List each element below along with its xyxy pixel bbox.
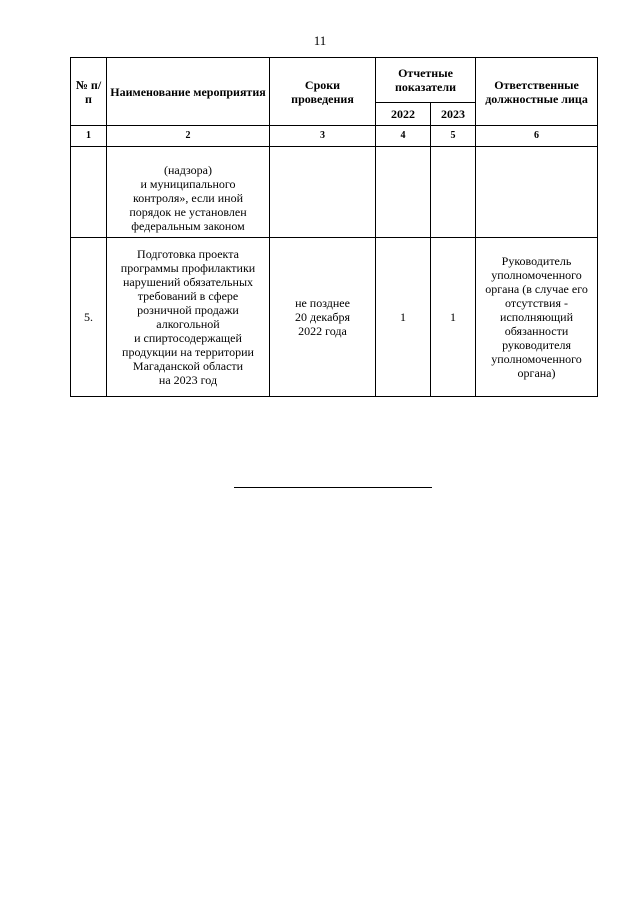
table-row (71, 147, 598, 238)
header-year-2023: 2023 (431, 103, 476, 126)
table-row (71, 238, 598, 397)
page-number: 11 (313, 33, 327, 48)
header-term: Сроки проведения (270, 58, 376, 126)
row-num: 5. (71, 238, 107, 397)
row-value-2022 (376, 147, 431, 238)
column-number: 5 (431, 126, 476, 147)
row-name: Подготовка проекта программы профилактики нарушений обязательных требований в сфере розничной продажи алкогольной и спиртосодержащей продукции на территории Магаданской области на 2023 год (107, 238, 270, 397)
separator-line (234, 487, 432, 488)
header-row (71, 58, 598, 103)
events-table (70, 57, 598, 397)
row-term (270, 147, 376, 238)
row-name: (надзора) и муниципального контроля», если иной порядок не установлен федеральным законом (107, 147, 270, 238)
column-number-row (71, 126, 598, 147)
column-number: 4 (376, 126, 431, 147)
row-value-2023: 1 (431, 238, 476, 397)
column-number: 2 (107, 126, 270, 147)
header-year-2022: 2022 (376, 103, 431, 126)
row-responsible (476, 147, 598, 238)
header-name: Наименование мероприятия (107, 58, 270, 126)
column-number: 3 (270, 126, 376, 147)
row-responsible: Руководитель уполномоченного органа (в случае его отсутствия - исполняющий обязанности руководителя уполномоченного органа) (476, 238, 598, 397)
header-num: № п/п (71, 58, 107, 126)
row-term: не позднее 20 декабря 2022 года (270, 238, 376, 397)
column-number: 6 (476, 126, 598, 147)
row-value-2023 (431, 147, 476, 238)
row-value-2022: 1 (376, 238, 431, 397)
header-responsible: Ответственные должностные лица (476, 58, 598, 126)
row-num (71, 147, 107, 238)
column-number: 1 (71, 126, 107, 147)
header-indicators: Отчетные показатели (376, 58, 476, 103)
